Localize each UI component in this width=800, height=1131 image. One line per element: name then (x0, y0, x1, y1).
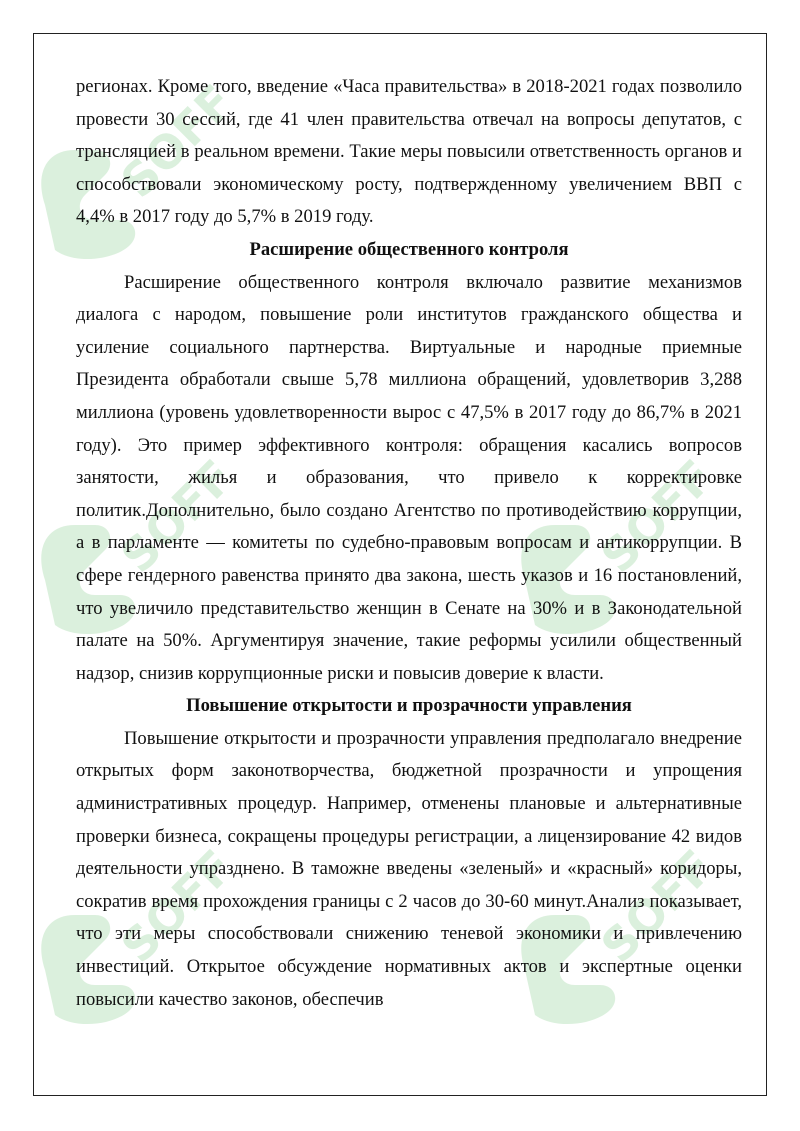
paragraph-government-hour: регионах. Кроме того, введение «Часа правительства» в 2018-2021 годах позволило провести 30 сессий, где 41 член правительства отвечал на вопросы депутатов, с трансляцией в реальном времени. Такие меры повысили ответственность органов и способствовали экономическому росту, подтвержденному увеличением ВВП с 4,4% в 2017 году до 5,7% в 2019 году. (76, 76, 742, 228)
heading-openness-transparency: Повышение открытости и прозрачности управления (186, 695, 632, 717)
paragraph-public-control: Расширение общественного контроля включало развитие механизмов диалога с народом, повышение роли институтов гражданского общества и усиление социального партнерства. Виртуальные и народные приемные Президента обработали свыше 5,78 миллиона обращений, удовлетворив 3,288 миллиона (уровень удовлетворенности вырос с 47,5% в 2017 году до 86,7% в 2021 году). Это пример эффективного контроля: обращения касались вопросов занятости, жилья и образования, что привело к корректировке политик.Дополнительно, было создано Агентство по противодействию коррупции, а в парламенте — комитеты по судебно-правовым вопросам и антикоррупции. В сфере гендерного равенства принято два закона, шесть указов и 16 постановлений, что увеличило представительство женщин в Сенате на 30% и в Законодательной палате на 50%. Аргументируя значение, такие реформы усилили общественный надзор, снизив коррупционные риски и повысив доверие к власти. (76, 271, 742, 684)
paragraph-openness-transparency: Повышение открытости и прозрачности управления предполагало внедрение открытых форм законотворчества, бюджетной прозрачности и упрощения административных процедур. Например, отменены плановые и альтернативные проверки бизнеса, сокращены процедуры регистрации, а лицензирование 42 видов деятельности упразднено. В таможне введены «зеленый» и «красный» коридоры, сократив время прохождения границы с 2 часов до 30-60 минут.Анализ показывает, что эти меры способствовали снижению теневой экономики и привлечению инвестиций. Открытое обсуждение нормативных актов и экспертные оценки повысили качество законов, обеспечив (76, 727, 742, 1010)
document-body (76, 71, 742, 1016)
heading-public-control: Расширение общественного контроля (249, 238, 569, 260)
